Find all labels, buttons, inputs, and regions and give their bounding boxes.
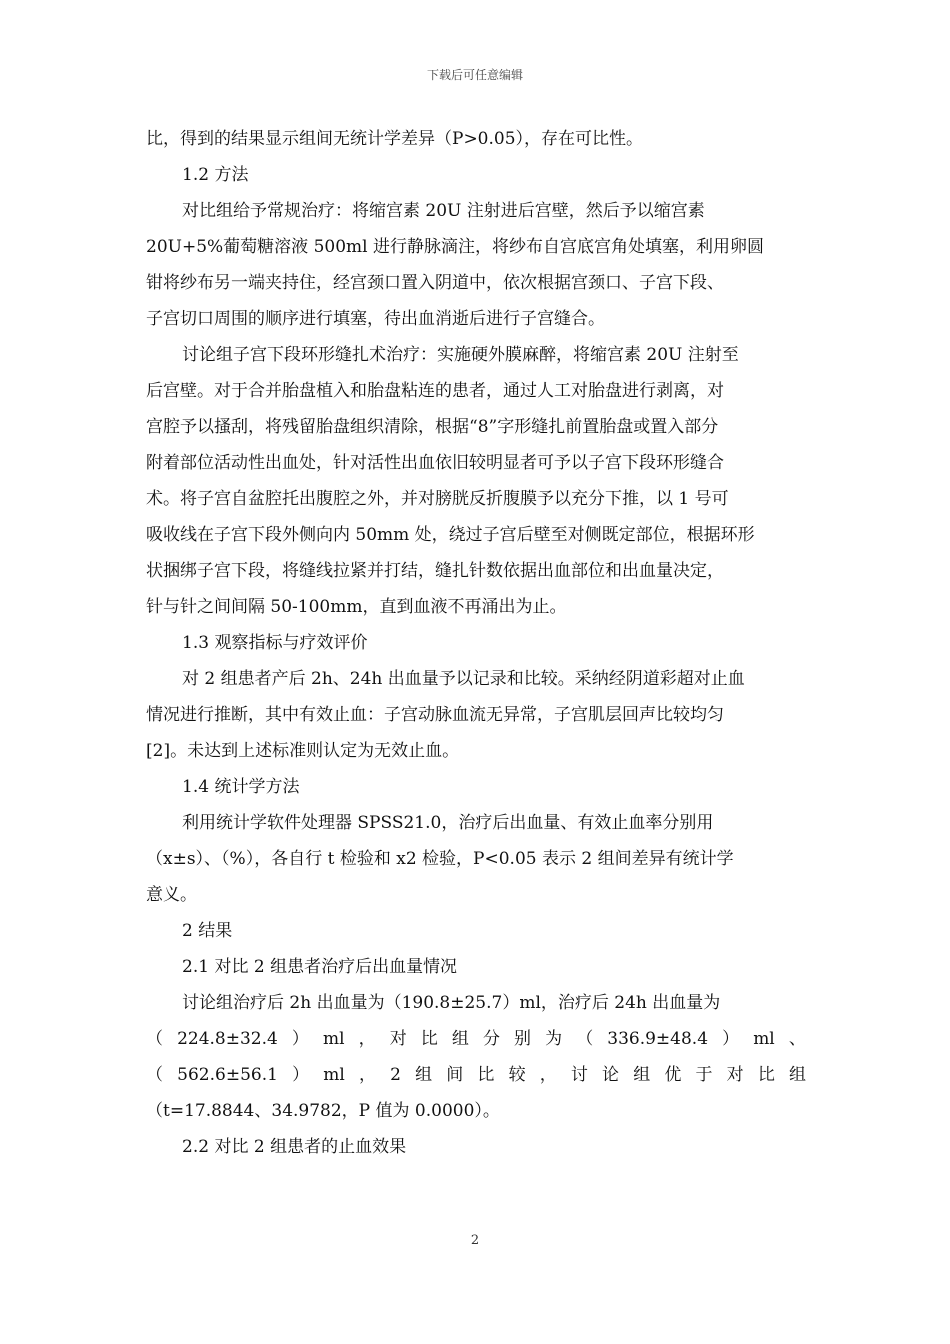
text-token: 论 (602, 1065, 620, 1085)
text-token: 对 (726, 1065, 744, 1085)
section-heading: 2.1 对比 2 组患者治疗后出血量情况 (182, 957, 458, 977)
paragraph-line: （x±s）、（%），各自行 t 检验和 x2 检验，P<0.05 表示 2 组间差异有统计学 (146, 849, 734, 869)
text-token: （ (146, 1029, 163, 1049)
text-token: 比 (420, 1029, 438, 1049)
paragraph-line: 讨论组治疗后 2h 出血量为（190.8±25.7）ml，治疗后 24h 出血量为 (182, 993, 721, 1013)
paragraph-line: 后宫壁。对于合并胎盘植入和胎盘粘连的患者，通过人工对胎盘进行剥离，对 (146, 381, 724, 401)
text-token: 比 (477, 1065, 495, 1085)
section-heading: 2 结果 (182, 921, 233, 941)
paragraph-line: 意义。 (146, 885, 197, 905)
text-token: 别 (514, 1029, 532, 1049)
paragraph-line: 比，得到的结果显示组间无统计学差异（P>0.05），存在可比性。 (146, 129, 644, 149)
text-token: ml (323, 1065, 345, 1085)
document-body (146, 121, 806, 1165)
text-token: （ (146, 1065, 163, 1085)
paragraph-line: 讨论组子宫下段环形缝扎术治疗：实施硬外膜麻醉，将缩宫素 20U 注射至 (182, 345, 739, 365)
text-token: ， (358, 1065, 376, 1085)
text-token: 间 (446, 1065, 464, 1085)
paragraph-line: 20U+5%葡萄糖溶液 500ml 进行静脉滴注，将纱布自宫底宫角处填塞，利用卵圆 (146, 237, 764, 257)
page-number: 2 (470, 1233, 480, 1248)
paragraph-line: 对比组给予常规治疗：将缩宫素 20U 注射进后宫壁，然后予以缩宫素 (182, 201, 705, 221)
text-token: 336.9±48.4 (607, 1029, 709, 1049)
paragraph-line: 宫腔予以搔刮，将残留胎盘组织清除，根据“8”字形缝扎前置胎盘或置入部分 (146, 417, 719, 437)
justified-line (146, 1057, 806, 1093)
text-token: 组 (633, 1065, 651, 1085)
section-heading: 2.2 对比 2 组患者的止血效果 (182, 1137, 407, 1157)
paragraph-line: 附着部位活动性出血处，针对活性出血依旧较明显者可予以子宫下段环形缝合 (146, 453, 724, 473)
paragraph-line: 利用统计学软件处理器 SPSS21.0，治疗后出血量、有效止血率分别用 (182, 813, 714, 833)
text-token: ） (291, 1029, 309, 1049)
text-token: 2 (390, 1065, 401, 1085)
text-token: 比 (757, 1065, 775, 1085)
text-token: 于 (695, 1065, 713, 1085)
text-token: 组 (788, 1065, 806, 1085)
justified-line (146, 1021, 806, 1057)
text-token: 组 (415, 1065, 433, 1085)
text-token: 562.6±56.1 (177, 1065, 278, 1085)
text-token: ml (323, 1029, 345, 1049)
paragraph-line: [2]。未达到上述标准则认定为无效止血。 (146, 741, 460, 761)
text-token: ， (358, 1029, 376, 1049)
text-token: （ (576, 1029, 594, 1049)
paragraph-line: 情况进行推断，其中有效止血：子宫动脉血流无异常，子宫肌层回声比较均匀 (146, 705, 724, 725)
page-header: 下载后可任意编辑 (426, 68, 523, 82)
text-token: 组 (451, 1029, 469, 1049)
text-token: ） (722, 1029, 740, 1049)
paragraph-line: 针与针之间间隔 50-100mm，直到血液不再涌出为止。 (146, 597, 567, 617)
text-token: 较 (508, 1065, 526, 1085)
paragraph-line: 术。将子宫自盆腔托出腹腔之外，并对膀胱反折腹膜予以充分下推，以 1 号可 (146, 489, 729, 509)
paragraph-line: （t=17.8844、34.9782，P 值为 0.0000）。 (146, 1101, 500, 1121)
paragraph-line: 状捆绑子宫下段，将缝线拉紧并打结，缝扎针数依据出血部位和出血量决定， (146, 561, 724, 581)
text-token: ） (292, 1065, 310, 1085)
paragraph-line: 吸收线在子宫下段外侧向内 50mm 处，绕过子宫后壁至对侧既定部位，根据环形 (146, 525, 755, 545)
section-heading: 1.4 统计学方法 (182, 777, 300, 797)
text-token: 讨 (570, 1065, 588, 1085)
text-token: 为 (545, 1029, 563, 1049)
text-token: 优 (664, 1065, 682, 1085)
text-token: 分 (482, 1029, 500, 1049)
text-token: 224.8±32.4 (177, 1029, 278, 1049)
paragraph-line: 钳将纱布另一端夹持住，经宫颈口置入阴道中，依次根据宫颈口、子宫下段、 (146, 273, 724, 293)
section-heading: 1.2 方法 (182, 165, 249, 185)
paragraph-line: 对 2 组患者产后 2h、24h 出血量予以记录和比较。采纳经阴道彩超对止血 (182, 669, 745, 689)
text-token: 、 (788, 1029, 806, 1049)
text-token: 对 (389, 1029, 407, 1049)
text-token: ml (753, 1029, 775, 1049)
section-heading: 1.3 观察指标与疗效评价 (182, 633, 368, 653)
text-token: ， (539, 1065, 557, 1085)
paragraph-line: 子宫切口周围的顺序进行填塞，待出血消逝后进行子宫缝合。 (146, 309, 605, 329)
